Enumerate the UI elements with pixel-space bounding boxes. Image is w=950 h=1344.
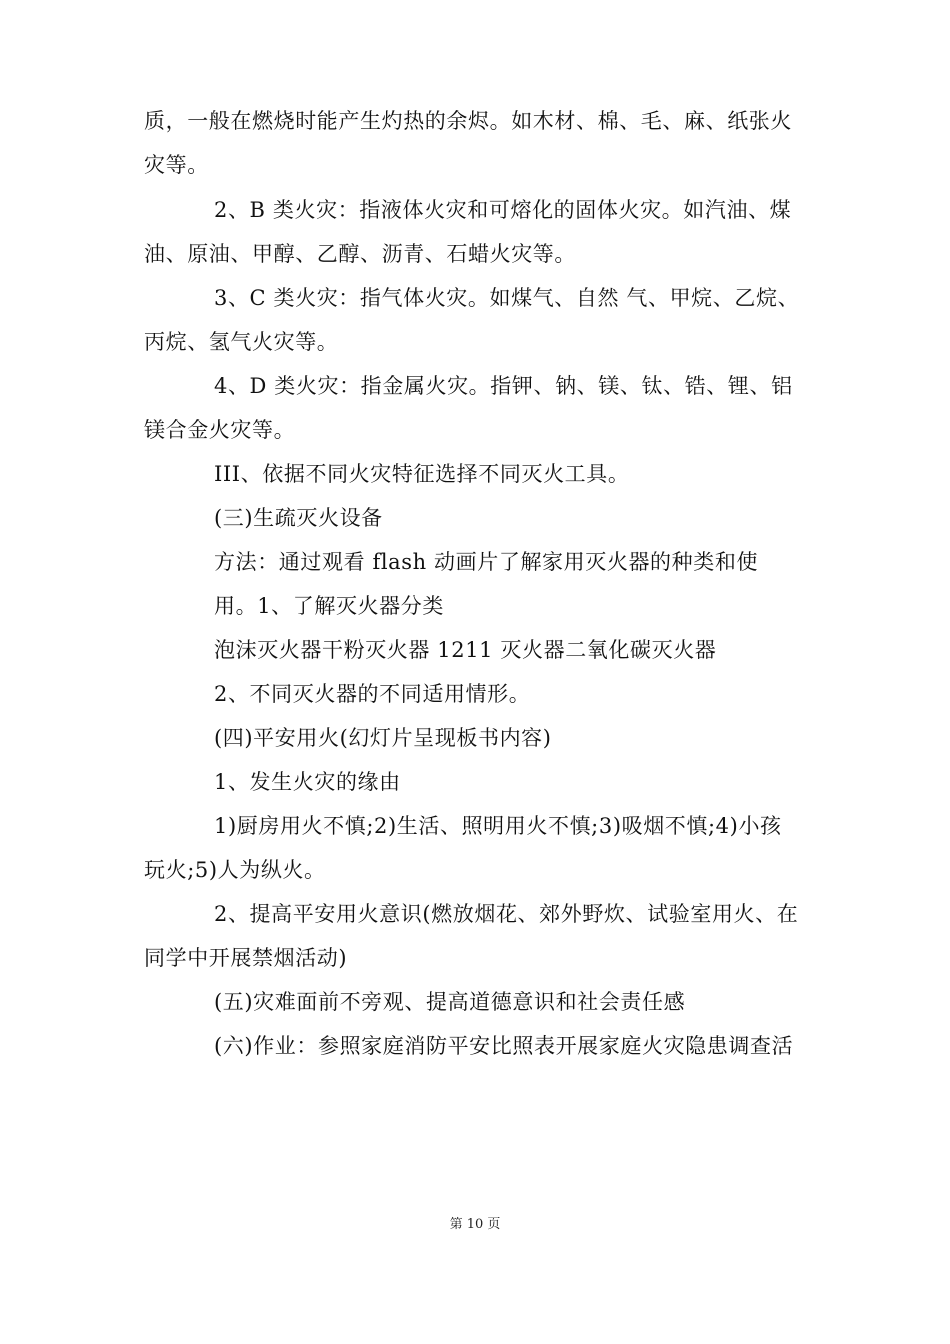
body-line-18: 玩火;5)人为纵火。: [144, 858, 326, 882]
section-heading-3: (三)生疏灭火设备: [214, 506, 383, 530]
body-line-5: 3、C 类火灾：指气体火灾。如煤气、自然 气、甲烷、乙烷、: [214, 286, 800, 310]
body-line-7: 4、D 类火灾：指金属火灾。指钾、钠、镁、钛、锆、锂、铝: [214, 374, 793, 398]
body-line-3: 2、B 类火灾：指液体火灾和可熔化的固体火灾。如汽油、煤: [214, 198, 792, 222]
body-line-20: 同学中开展禁烟活动): [144, 946, 348, 970]
section-heading-4: (四)平安用火(幻灯片呈现板书内容): [214, 726, 552, 750]
section-heading-5: (五)灾难面前不旁观、提高道德意识和社会责任感: [214, 990, 686, 1014]
page-number: 第 10 页: [449, 1217, 501, 1232]
section-heading-6: (六)作业：参照家庭消防平安比照表开展家庭火灾隐患调查活: [214, 1034, 794, 1058]
body-line-9: III、依据不同火灾特征选择不同灭火工具。: [214, 462, 630, 486]
body-line-11: 方法：通过观看 flash 动画片了解家用灭火器的种类和使: [214, 550, 759, 574]
body-line-2: 灾等。: [144, 153, 209, 177]
body-line-6: 丙烷、氢气火灾等。: [144, 330, 339, 354]
body-line-12: 用。1、了解灭火器分类: [214, 594, 444, 618]
body-line-4: 油、原油、甲醇、乙醇、沥青、石蜡火灾等。: [144, 242, 576, 266]
body-line-13: 泡沫灭火器干粉灭火器 1211 灭火器二氧化碳灭火器: [214, 638, 717, 662]
body-line-8: 镁合金火灾等。: [144, 418, 296, 442]
body-line-14: 2、不同灭火器的不同适用情形。: [214, 682, 531, 706]
body-line-19: 2、提高平安用火意识(燃放烟花、郊外野炊、试验室用火、在: [214, 902, 799, 926]
body-line-16: 1、发生火灾的缘由: [214, 770, 401, 794]
body-line-17: 1)厨房用火不慎;2)生活、照明用火不慎;3)吸烟不慎;4)小孩: [214, 814, 782, 838]
body-line-1: 质，一般在燃烧时能产生灼热的余烬。如木材、棉、毛、麻、纸张火: [144, 109, 792, 133]
